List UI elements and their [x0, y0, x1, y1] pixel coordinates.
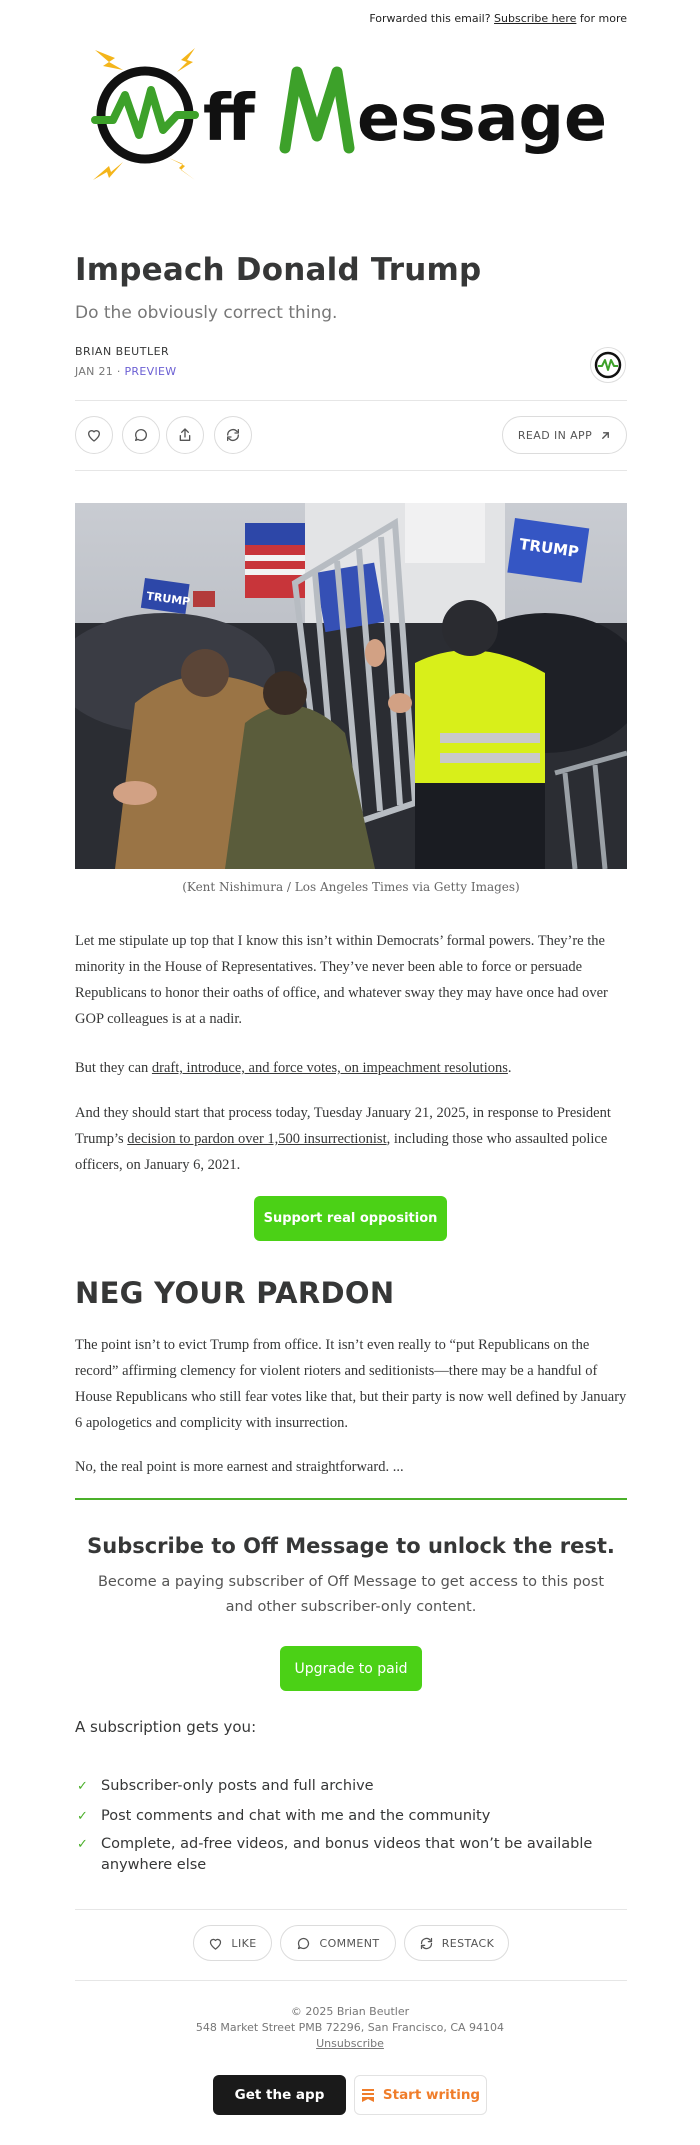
trump-flag-text: TRUMP — [518, 534, 581, 562]
comment-label: COMMENT — [319, 1936, 380, 1950]
paragraph-1: Let me stipulate up top that I know this isn’t within Democrats’ formal powers. They’re the minority in the House of Representatives. They’ve never been able to force or persuade Republicans to honor their oaths of office, and whatever sway they may have once had over GOP colleagues is at a nadir. — [75, 933, 608, 1027]
capitol-riot-photo[interactable] — [75, 503, 627, 869]
checkmark-icon: ✓ — [77, 1809, 88, 1824]
date-separator: · — [116, 365, 121, 378]
unsubscribe-link[interactable]: Unsubscribe — [316, 2037, 384, 2050]
like-button[interactable] — [75, 416, 113, 454]
forward-text: Forwarded this email? — [369, 12, 491, 25]
subscribe-link[interactable]: Subscribe here — [494, 12, 577, 25]
divider — [75, 470, 627, 471]
paragraph-2: But they can draft, introduce, and force votes, on impeachment resolutions. — [75, 1060, 512, 1076]
support-real-opposition-button[interactable]: Support real opposition — [254, 1196, 447, 1241]
impeachment-resolutions-link[interactable]: draft, introduce, and force votes, on impeachment resolutions — [151, 1060, 508, 1076]
checkmark-icon: ✓ — [77, 1837, 88, 1852]
paragraph-4: The point isn’t to evict Trump from office. It isn’t even really to “put Republicans on the record” affirming clemency for violent rioters and seditionists—there may be a handful of House Republicans who still fear votes like that, but their party is now well defined by January 6 apologetics and complicity with insurrection. — [75, 1337, 627, 1431]
share-button[interactable] — [166, 416, 204, 454]
footer-copyright: © 2025 Brian Beutler — [290, 2005, 410, 2018]
benefit-text: Complete, ad-free videos, and bonus videos that won’t be available anywhere else — [101, 1836, 593, 1873]
like-pill-button[interactable] — [193, 1925, 272, 1961]
avatar-logo-icon — [591, 348, 625, 382]
benefit-text: Subscriber-only posts and full archive — [101, 1778, 374, 1794]
get-the-app-button[interactable]: Get the app — [213, 2075, 346, 2115]
off-message-logo[interactable] — [85, 40, 615, 195]
post-author[interactable]: BRIAN BEUTLER — [75, 345, 170, 358]
restack-pill-button[interactable] — [404, 1925, 509, 1961]
start-writing-button[interactable] — [354, 2075, 487, 2115]
heart-icon — [86, 427, 102, 443]
section-heading: NEG YOUR PARDON — [75, 1276, 395, 1310]
benefit-text: Post comments and chat with me and the community — [101, 1808, 491, 1824]
start-writing-label: Start writing — [382, 2087, 481, 2103]
like-label: LIKE — [231, 1936, 257, 1950]
upgrade-to-paid-button[interactable]: Upgrade to paid — [280, 1646, 422, 1691]
post-subtitle: Do the obviously correct thing. — [75, 303, 338, 323]
read-in-app-button[interactable] — [502, 416, 627, 454]
arrow-up-right-icon — [600, 430, 611, 441]
comment-button[interactable] — [122, 416, 160, 454]
heart-icon — [208, 1936, 223, 1951]
comment-icon — [133, 427, 149, 443]
forward-suffix: for more — [579, 12, 627, 25]
logo-waveform-icon — [95, 90, 195, 135]
trump-flag-text: TRUMP — [145, 589, 191, 609]
footer-address: 548 Market Street PMB 72296, San Francisco, CA 94104 — [195, 2021, 505, 2034]
read-in-app-label: READ IN APP — [517, 428, 593, 442]
share-icon — [177, 427, 193, 443]
restack-label: RESTACK — [441, 1936, 495, 1950]
logo-ff-text: ff — [203, 82, 255, 156]
post-title[interactable]: Impeach Donald Trump — [75, 252, 482, 288]
restack-icon — [419, 1936, 434, 1951]
comment-pill-button[interactable] — [280, 1925, 396, 1961]
logo-essage-text: essage — [357, 82, 607, 156]
preview-label: PREVIEW — [124, 365, 177, 378]
paragraph-3: And they should start that process today, Tuesday January 21, 2025, in response to President Trump’s decision to pardon over 1,500 insurrectionist, including those who assaulted police officers, on January 6, 2021. — [75, 1105, 611, 1173]
paywall-divider — [75, 1498, 627, 1500]
post-date: JAN 21 — [75, 365, 114, 378]
restack-button[interactable] — [214, 416, 252, 454]
comment-icon — [296, 1936, 311, 1951]
paywall-body: Become a paying subscriber of Off Message to get access to this post and other subscriber-only content. — [97, 1574, 605, 1615]
substack-bookmark-icon — [361, 2088, 375, 2102]
paywall-title: Subscribe to Off Message to unlock the rest. — [87, 1534, 615, 1558]
photo-caption: (Kent Nishimura / Los Angeles Times via Getty Images) — [182, 880, 520, 894]
post-dateline — [75, 365, 627, 378]
forward-notice — [369, 12, 627, 25]
divider — [75, 1909, 627, 1910]
benefits-title: A subscription gets you: — [75, 1718, 257, 1736]
checkmark-icon: ✓ — [77, 1779, 88, 1794]
divider — [75, 400, 627, 401]
photo-illustration — [75, 503, 627, 869]
restack-icon — [225, 427, 241, 443]
pardon-decision-link[interactable]: decision to pardon over 1,500 insurrectionist — [127, 1131, 387, 1147]
logo-m-icon — [285, 72, 349, 148]
publication-avatar[interactable] — [590, 347, 626, 383]
divider — [75, 1980, 627, 1981]
paragraph-5: No, the real point is more earnest and straightforward. ... — [75, 1459, 404, 1475]
